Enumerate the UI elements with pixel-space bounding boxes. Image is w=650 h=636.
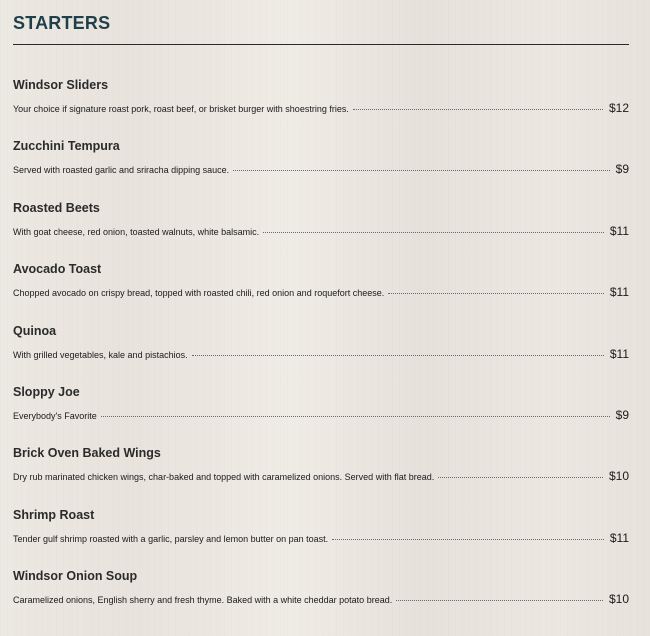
dot-leader: [263, 232, 604, 233]
menu-item: [13, 137, 629, 198]
item-row: [13, 161, 629, 178]
menu-item: [13, 506, 629, 567]
item-description: Everybody's Favorite: [13, 410, 97, 421]
item-name: Brick Oven Baked Wings: [13, 446, 161, 461]
item-row: [13, 223, 629, 240]
menu-item: [13, 260, 629, 321]
dot-leader: [233, 170, 610, 171]
dot-leader: [192, 355, 604, 356]
item-description: Tender gulf shrimp roasted with a garlic, parsley and lemon butter on pan toast.: [13, 533, 329, 544]
item-price: $11: [609, 223, 629, 238]
item-name: Sloppy Joe: [13, 384, 80, 399]
section-divider: [13, 44, 629, 45]
menu-item: [13, 76, 629, 137]
item-row: [13, 530, 629, 547]
item-row: [13, 346, 629, 363]
item-row: [13, 468, 629, 485]
item-price: $9: [615, 162, 629, 177]
item-price: $10: [608, 592, 629, 607]
dot-leader: [353, 109, 603, 110]
menu-item: [13, 199, 629, 260]
item-description: Your choice if signature roast pork, roast beef, or brisket burger with shoestring fries.: [13, 104, 349, 114]
item-row: [13, 284, 629, 301]
item-price: $9: [615, 407, 629, 422]
dot-leader: [101, 416, 610, 417]
item-price: $10: [608, 469, 629, 484]
item-description: Dry rub marinated chicken wings, char-baked and topped with caramelized onions. Served with flat bread.: [13, 472, 435, 483]
dot-leader: [388, 293, 604, 294]
item-description: With grilled vegetables, kale and pistachios.: [13, 349, 188, 360]
menu-item: [13, 444, 629, 505]
item-description: Caramelized onions, English sherry and fresh thyme. Baked with a white cheddar potato bread.: [13, 595, 393, 606]
item-row: [13, 100, 629, 117]
dot-leader: [396, 600, 603, 601]
item-price: $11: [609, 346, 629, 361]
dot-leader: [438, 477, 603, 478]
item-name: Roasted Beets: [13, 200, 100, 215]
item-name: Zucchini Tempura: [13, 139, 120, 154]
item-description: With goat cheese, red onion, toasted walnuts, white balsamic.: [13, 226, 260, 237]
menu-item: [13, 567, 629, 628]
item-row: [13, 591, 629, 608]
menu-item-list: [13, 76, 629, 629]
item-name: Windsor Sliders: [13, 78, 109, 92]
item-price: $11: [609, 530, 629, 545]
menu-item: [13, 322, 629, 383]
item-name: Shrimp Roast: [13, 507, 95, 522]
item-name: Quinoa: [13, 323, 57, 338]
item-name: Avocado Toast: [13, 262, 102, 277]
item-name: Windsor Onion Soup: [13, 569, 138, 584]
item-description: Chopped avocado on crispy bread, topped with roasted chili, red onion and roquefort cheese.: [13, 288, 385, 299]
item-price: $12: [608, 101, 629, 115]
section-title: STARTERS: [13, 13, 111, 33]
item-price: $11: [609, 285, 629, 300]
dot-leader: [332, 539, 604, 540]
menu-item: [13, 383, 629, 444]
item-description: Served with roasted garlic and sriracha dipping sauce.: [13, 165, 230, 176]
item-row: [13, 407, 629, 424]
